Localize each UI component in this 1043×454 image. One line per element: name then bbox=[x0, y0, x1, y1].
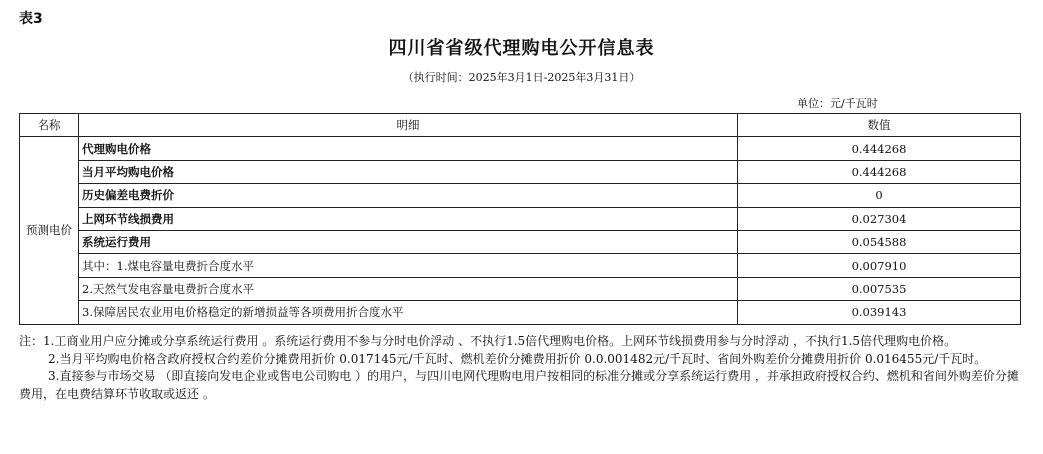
detail-cell: 上网环节线损费用 bbox=[79, 207, 738, 230]
table-row bbox=[20, 137, 1021, 160]
note-item: 注：1.工商业用户应分摊或分享系统运行费用 。系统运行费用不参与分时电价浮动 、不执行1.5倍代理购电价格。上网环节线损费用参与分时浮动 ，不执行1.5倍代理购电价格。 bbox=[19, 334, 957, 348]
page-title: 四川省省级代理购电公开信息表 bbox=[388, 38, 655, 59]
table-row bbox=[20, 184, 1021, 207]
detail-cell: 当月平均购电价格 bbox=[79, 160, 738, 183]
table-row bbox=[20, 254, 1021, 277]
table-row bbox=[20, 207, 1021, 230]
detail-cell: 系统运行费用 bbox=[79, 230, 738, 253]
detail-cell: 代理购电价格 bbox=[79, 137, 738, 160]
table-row bbox=[20, 277, 1021, 300]
category-cell: 预测电价 bbox=[20, 137, 79, 324]
detail-cell: 3.保障居民农业用电价格稳定的新增损益等各项费用折合度水平 bbox=[79, 301, 738, 324]
value-cell: 0 bbox=[738, 184, 1021, 207]
table-header-row bbox=[20, 114, 1021, 137]
unit-label: 单位：元/千瓦时 bbox=[797, 97, 878, 110]
table-number-label: 表3 bbox=[19, 11, 43, 27]
value-cell: 0.444268 bbox=[738, 137, 1021, 160]
value-cell: 0.039143 bbox=[738, 301, 1021, 324]
value-cell: 0.007910 bbox=[738, 254, 1021, 277]
notes-section bbox=[19, 333, 1022, 403]
price-info-table bbox=[19, 113, 1021, 325]
value-cell: 0.054588 bbox=[738, 230, 1021, 253]
table-row bbox=[20, 230, 1021, 253]
detail-cell: 历史偏差电费折价 bbox=[79, 184, 738, 207]
execution-period: （执行时间：2025年3月1日-2025年3月31日） bbox=[402, 71, 641, 84]
header-name: 名称 bbox=[20, 114, 79, 137]
note-item: 2.当月平均购电价格含政府授权合约差价分摊费用折价 0.017145元/千瓦时、燃机差价分摊费用折价 0.0.001482元/千瓦时、省间外购差价分摊费用折价 0.016455元/千瓦时。 bbox=[48, 351, 987, 366]
value-cell: 0.007535 bbox=[738, 277, 1021, 300]
detail-cell: 其中：1.煤电容量电费折合度水平 bbox=[79, 254, 738, 277]
value-cell: 0.027304 bbox=[738, 207, 1021, 230]
note-item: 3.直接参与市场交易 （即直接向发电企业或售电公司购电 ）的用户，与四川电网代理购电用户按相同的标准分摊或分享系统运行费用 ，并承担政府授权合约、燃机和省间外购差价分摊费用，在电费结算环节收取或返还 。 bbox=[19, 369, 1019, 401]
detail-cell: 2.天然气发电容量电费折合度水平 bbox=[79, 277, 738, 300]
header-value: 数值 bbox=[738, 114, 1021, 137]
table-row bbox=[20, 160, 1021, 183]
table-row bbox=[20, 301, 1021, 324]
header-detail: 明细 bbox=[79, 114, 738, 137]
value-cell: 0.444268 bbox=[738, 160, 1021, 183]
